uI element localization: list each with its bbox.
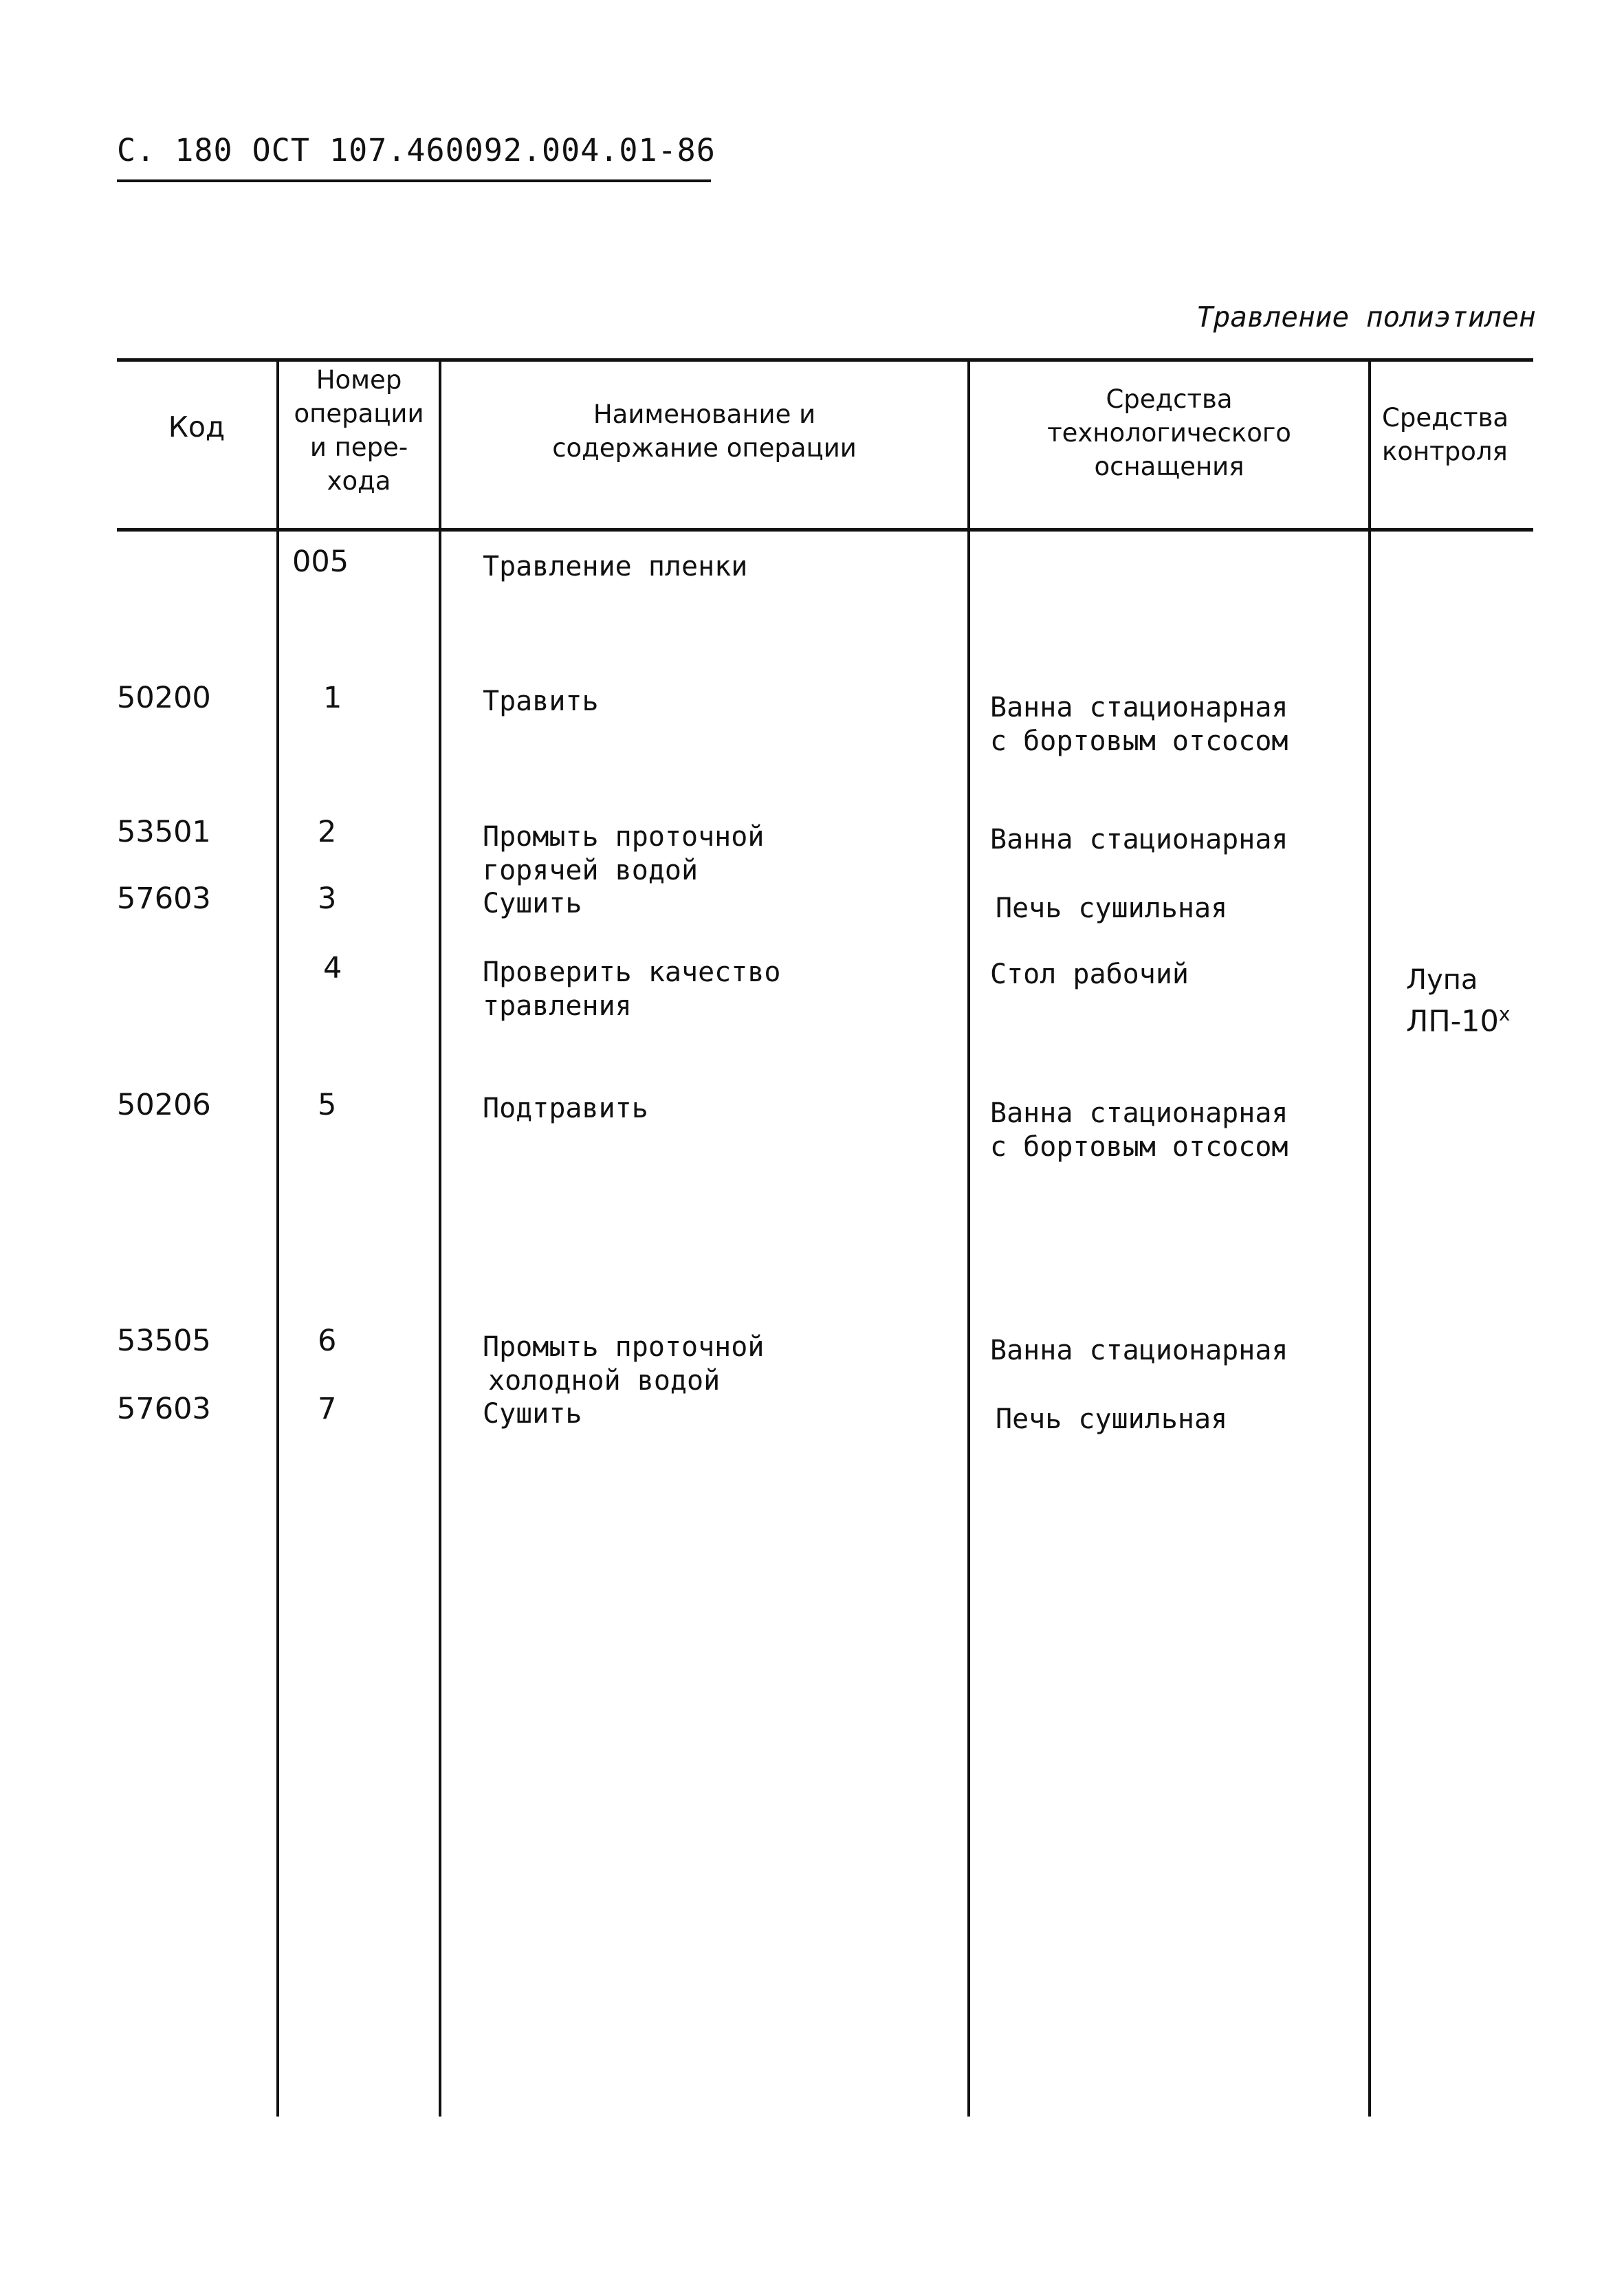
row-7-equipment: Печь сушильная [996,1403,1228,1435]
header-code: Код [168,411,226,444]
row-7-operation: Сушить [483,1398,582,1430]
row-1-equipment: Ванна стационарная с бортовым отсосом [990,692,1288,757]
row-5-code: 50206 [117,1088,211,1122]
header-bottom-rule [117,528,1533,532]
row-6-number: 6 [318,1324,337,1358]
col-divider-1 [276,358,279,2117]
row-5-number: 5 [318,1088,337,1122]
row-5-operation: Подтравить [483,1093,648,1124]
row-4-number: 4 [323,951,342,985]
row-1-number: 1 [323,681,342,715]
operation-group-name: Травление пленки [483,551,748,582]
row-7-number: 7 [318,1392,337,1426]
row-4-operation: Проверить качество травления [483,956,781,1022]
row-6-operation: Промыть проточной холодной водой [483,1331,765,1397]
operation-group-number: 005 [292,545,349,579]
row-1-code: 50200 [117,681,211,715]
row-2-number: 2 [318,815,337,849]
header-equipment: Средства технологического оснащения [1047,384,1291,481]
row-6-code: 53505 [117,1324,211,1358]
row-2-code: 53501 [117,815,211,849]
row-2-operation: Промыть проточной горячей водой [483,821,765,886]
row-1-operation: Травить [483,686,599,717]
row-2-equipment: Ванна стационарная [990,824,1288,855]
row-3-equipment: Печь сушильная [996,893,1228,924]
row-4-equipment: Стол рабочий [990,959,1189,990]
row-4-control: Лупа $ЛП-10^х$ [1406,964,1511,1039]
row-3-number: 3 [318,882,337,916]
row-5-equipment: Ванна стационарная с бортовым отсосом [990,1097,1288,1163]
header-op-number: Номер операции и пере- хода [294,365,424,496]
row-7-code: 57603 [117,1392,211,1426]
col-divider-4 [1368,358,1371,2117]
row-3-code: 57603 [117,882,211,916]
header-underline [117,179,711,182]
col-divider-2 [439,358,441,2117]
row-3-operation: Сушить [483,888,582,919]
row-6-equipment: Ванна стационарная [990,1335,1288,1366]
header-control: Средства контроля [1382,403,1509,466]
col-divider-3 [967,358,970,2117]
table-top-rule [117,358,1533,362]
section-title: Травление полиэтилен [1196,300,1536,334]
header-operation: Наименование и содержание операции [552,400,857,463]
page-header: С. 180 ОСТ 107.460092.004.01-86 [117,132,716,168]
